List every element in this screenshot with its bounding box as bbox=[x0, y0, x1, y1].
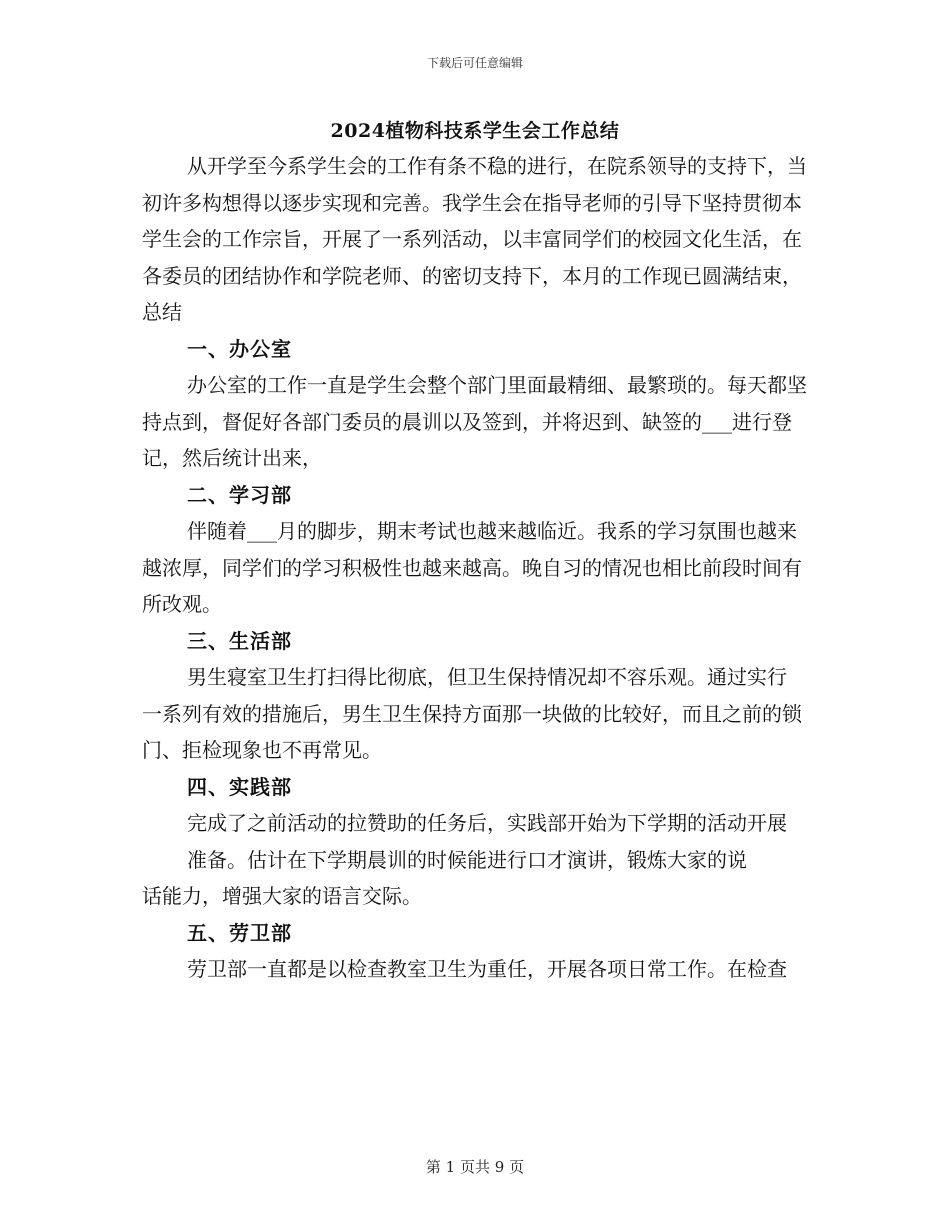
header-note: 下载后可任意编辑 bbox=[426, 56, 523, 70]
document-title: 2024植物科技系学生会工作总结 bbox=[330, 120, 620, 142]
section-heading-office: 一、办公室 bbox=[187, 336, 292, 361]
section-body-practice-rest: 话能力，增强大家的语言交际。 bbox=[142, 884, 422, 908]
section-body-office: 办公室的工作一直是学生会整个部门里面最精细、最繁琐的。每天都坚持点到，督促好各部门委员的晨训以及签到，并将迟到、缺签的___进行登记，然后统计出来， bbox=[142, 373, 807, 470]
section-body-labor: 劳卫部一直都是以检查教室卫生为重任，开展各项日常工作。在检查 bbox=[187, 957, 787, 981]
section-body-study: 伴随着___月的脚步，期末考试也越来越临近。我系的学习氛围也越来越浓厚，同学们的学习积极性也越来越高。晚自习的情况也相比前段时间有所改观。 bbox=[142, 519, 802, 616]
section-body-life: 男生寝室卫生打扫得比彻底，但卫生保持情况却不容乐观。通过实行 bbox=[187, 665, 787, 689]
section-body-life-continued: 一系列有效的措施后，男生卫生保持方面那一块做的比较好，而且之前的锁门、拒检现象也不再常见。 bbox=[142, 701, 802, 762]
section-heading-study: 二、学习部 bbox=[187, 482, 292, 507]
section-body-practice-lead: 准备。估计在下学期晨训的时候能进行口才演讲，锻炼大家的说 bbox=[187, 847, 747, 872]
section-heading-practice: 四、实践部 bbox=[187, 774, 292, 799]
section-heading-life: 三、生活部 bbox=[187, 628, 292, 653]
section-body-practice: 完成了之前活动的拉赞助的任务后，实践部开始为下学期的活动开展 bbox=[187, 811, 787, 835]
document-body bbox=[142, 148, 814, 988]
page-footer: 第 1 页共 9 页 bbox=[425, 1158, 525, 1176]
intro-paragraph: 从开学至今系学生会的工作有条不稳的进行，在院系领导的支持下，当初许多构想得以逐步实现和完善。我学生会在指导老师的引导下坚持贯彻本学生会的工作宗旨，开展了一系列活动，以丰富同学们的校园文化生活，在各委员的团结协作和学院老师、的密切支持下，本月的工作现已圆满结束，总结 bbox=[142, 154, 807, 324]
section-heading-labor: 五、劳卫部 bbox=[187, 920, 292, 945]
